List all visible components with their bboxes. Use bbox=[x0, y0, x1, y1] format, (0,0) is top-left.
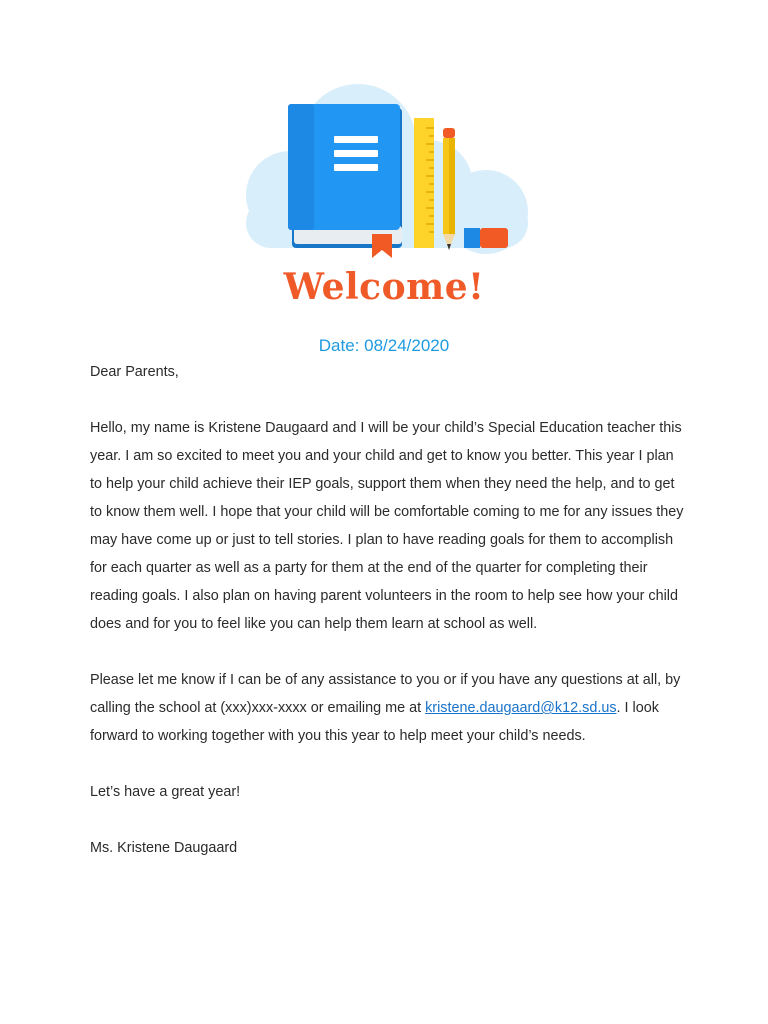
bookmark-icon bbox=[372, 234, 392, 258]
date-line: Date: 08/24/2020 bbox=[318, 336, 450, 355]
contact-text-before: Please let me know if I can be of any assistance to you or if you have any questions at all, by calling the school at (xxx)xxx-xxxx or emailing me at bbox=[90, 672, 681, 716]
ruler-icon bbox=[414, 118, 434, 248]
greeting: Dear Parents, bbox=[90, 364, 179, 380]
signature: Ms. Kristene Daugaard bbox=[90, 840, 238, 856]
letter-body bbox=[90, 358, 686, 862]
closing-line: Let’s have a great year! bbox=[90, 784, 241, 800]
contact-text-after: . I look forward to working together with you this year to help meet your child’s needs. bbox=[90, 700, 659, 744]
page-title: Welcome! bbox=[283, 266, 485, 308]
paragraph-contact bbox=[90, 666, 686, 750]
school-supplies-icon bbox=[228, 80, 538, 260]
eraser-icon bbox=[464, 228, 480, 248]
pencil-eraser bbox=[443, 128, 455, 138]
email-link[interactable]: kristene.daugaard@k12.sd.us bbox=[425, 700, 617, 716]
paragraph-intro: Hello, my name is Kristene Daugaard and I will be your child’s Special Education teacher this year. I am so excited to meet you and your child and get to know you better. This year I plan to help your child achieve their IEP goals, support them when they need the help, and to get to know them well. I hope that your child will be comfortable coming to me for any issues they may have come up or just to tell stories. I plan to have reading goals for them to accomplish for each quarter as well as a party for them at the end of the quarter for completing their reading goals. I also plan on having parent volunteers in the room to help see how your child does and for you to feel like you can help them learn at school as well. bbox=[90, 420, 684, 632]
